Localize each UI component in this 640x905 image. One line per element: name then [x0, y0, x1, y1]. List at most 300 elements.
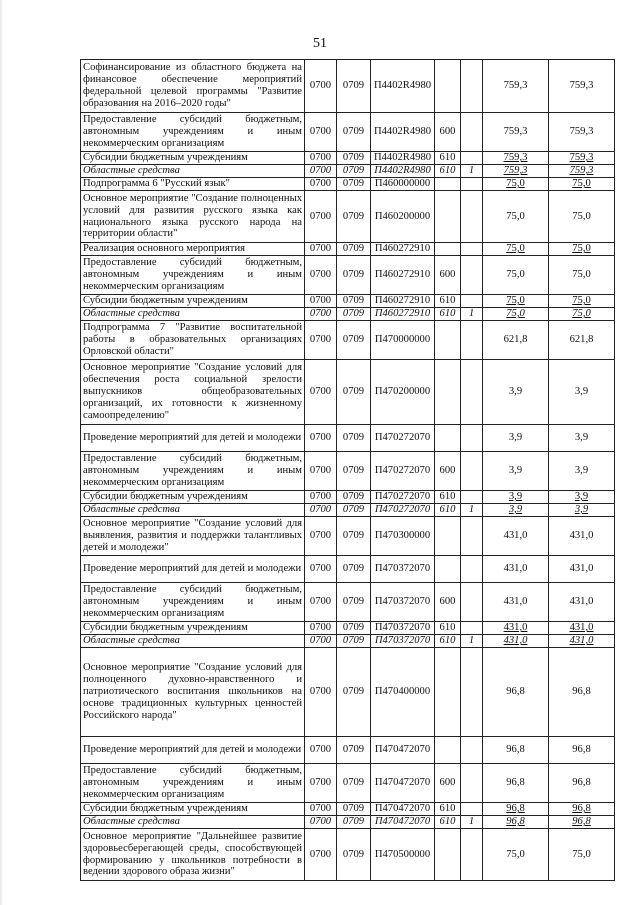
amount-approved-value: 3,9 — [574, 504, 589, 516]
amount-approved — [549, 491, 615, 504]
target-article-code: П460272910 — [371, 295, 435, 308]
amount-approved — [549, 583, 615, 622]
expense-type-code: 610 — [435, 308, 461, 321]
amount-approved — [549, 60, 615, 113]
amount-plan — [483, 829, 549, 881]
amount-plan-value: 3,9 — [508, 504, 523, 516]
amount-approved — [549, 803, 615, 816]
section-code: 0700 — [305, 113, 337, 152]
section-code: 0700 — [305, 764, 337, 803]
amount-plan — [483, 556, 549, 583]
table-row — [81, 556, 615, 583]
target-article-code: П470372070 — [371, 635, 435, 648]
row-name: Областные средства — [81, 635, 305, 648]
amount-approved-value: 3,9 — [574, 491, 589, 503]
funding-source-code — [461, 243, 483, 256]
amount-plan — [483, 60, 549, 113]
amount-approved — [549, 504, 615, 517]
amount-approved-value: 75,0 — [572, 210, 591, 222]
table-row — [81, 152, 615, 165]
amount-approved — [549, 816, 615, 829]
amount-plan — [483, 191, 549, 243]
subsection-code: 0709 — [337, 256, 371, 295]
amount-approved-value: 96,8 — [572, 744, 591, 756]
amount-plan — [483, 178, 549, 191]
amount-plan-value: 431,0 — [503, 530, 528, 542]
section-code: 0700 — [305, 648, 337, 737]
amount-approved-value: 759,3 — [569, 80, 594, 92]
subsection-code: 0709 — [337, 152, 371, 165]
amount-approved — [549, 517, 615, 556]
amount-approved — [549, 321, 615, 360]
amount-plan-value: 431,0 — [503, 622, 528, 634]
amount-approved — [549, 243, 615, 256]
table-row — [81, 803, 615, 816]
table-row — [81, 648, 615, 737]
subsection-code: 0709 — [337, 425, 371, 452]
funding-source-code — [461, 556, 483, 583]
target-article-code: П460200000 — [371, 191, 435, 243]
target-article-code: П470272070 — [371, 425, 435, 452]
expense-type-code — [435, 556, 461, 583]
amount-approved — [549, 764, 615, 803]
funding-source-code — [461, 648, 483, 737]
funding-source-code — [461, 191, 483, 243]
row-name: Проведение мероприятий для детей и молодежи — [81, 737, 305, 764]
funding-source-code: 1 — [461, 504, 483, 517]
amount-approved-value: 431,0 — [569, 530, 594, 542]
expense-type-code — [435, 517, 461, 556]
table-row — [81, 635, 615, 648]
funding-source-code — [461, 295, 483, 308]
amount-plan — [483, 295, 549, 308]
target-article-code: П470400000 — [371, 648, 435, 737]
amount-plan-value: 75,0 — [506, 178, 525, 190]
target-article-code: П470372070 — [371, 556, 435, 583]
expense-type-code — [435, 191, 461, 243]
funding-source-code — [461, 360, 483, 425]
section-code: 0700 — [305, 737, 337, 764]
amount-approved-value: 75,0 — [572, 178, 591, 190]
row-name: Областные средства — [81, 504, 305, 517]
row-name: Субсидии бюджетным учреждениям — [81, 491, 305, 504]
amount-approved — [549, 556, 615, 583]
section-code: 0700 — [305, 635, 337, 648]
subsection-code: 0709 — [337, 295, 371, 308]
table-row — [81, 321, 615, 360]
amount-plan — [483, 165, 549, 178]
row-name: Субсидии бюджетным учреждениям — [81, 622, 305, 635]
subsection-code: 0709 — [337, 635, 371, 648]
table-row — [81, 256, 615, 295]
amount-approved — [549, 308, 615, 321]
expense-type-code: 610 — [435, 803, 461, 816]
subsection-code: 0709 — [337, 504, 371, 517]
expense-type-code: 600 — [435, 452, 461, 491]
row-name: Субсидии бюджетным учреждениям — [81, 803, 305, 816]
section-code: 0700 — [305, 803, 337, 816]
amount-plan — [483, 517, 549, 556]
amount-plan-value: 96,8 — [506, 686, 525, 698]
subsection-code: 0709 — [337, 829, 371, 881]
expense-type-code: 600 — [435, 256, 461, 295]
expense-type-code — [435, 737, 461, 764]
funding-source-code — [461, 60, 483, 113]
expense-type-code — [435, 321, 461, 360]
amount-plan-value: 96,8 — [506, 803, 525, 815]
subsection-code: 0709 — [337, 816, 371, 829]
amount-plan-value: 431,0 — [503, 563, 528, 575]
funding-source-code — [461, 583, 483, 622]
amount-approved — [549, 178, 615, 191]
table-row — [81, 491, 615, 504]
target-article-code: П470500000 — [371, 829, 435, 881]
amount-approved — [549, 737, 615, 764]
target-article-code: П4402R4980 — [371, 113, 435, 152]
amount-approved — [549, 452, 615, 491]
subsection-code: 0709 — [337, 517, 371, 556]
amount-plan — [483, 648, 549, 737]
table-row — [81, 452, 615, 491]
page-number: 51 — [313, 36, 327, 51]
amount-approved-value: 96,8 — [572, 803, 591, 815]
amount-approved-value: 75,0 — [572, 243, 591, 255]
table-row — [81, 360, 615, 425]
funding-source-code — [461, 113, 483, 152]
subsection-code: 0709 — [337, 60, 371, 113]
subsection-code: 0709 — [337, 648, 371, 737]
funding-source-code — [461, 803, 483, 816]
section-code: 0700 — [305, 583, 337, 622]
subsection-code: 0709 — [337, 165, 371, 178]
amount-approved-value: 431,0 — [569, 596, 594, 608]
subsection-code: 0709 — [337, 583, 371, 622]
amount-approved-value: 431,0 — [569, 563, 594, 575]
table-row — [81, 165, 615, 178]
subsection-code: 0709 — [337, 764, 371, 803]
target-article-code: П470472070 — [371, 764, 435, 803]
row-name: Проведение мероприятий для детей и молодежи — [81, 425, 305, 452]
expense-type-code: 600 — [435, 113, 461, 152]
target-article-code: П470472070 — [371, 803, 435, 816]
table-row — [81, 829, 615, 881]
amount-plan-value: 759,3 — [503, 80, 528, 92]
amount-approved — [549, 191, 615, 243]
funding-source-code: 1 — [461, 816, 483, 829]
amount-approved-value: 3,9 — [574, 432, 589, 444]
amount-plan-value: 75,0 — [506, 243, 525, 255]
amount-approved-value: 3,9 — [574, 386, 589, 398]
expense-type-code: 610 — [435, 295, 461, 308]
funding-source-code — [461, 622, 483, 635]
target-article-code: П470272070 — [371, 452, 435, 491]
subsection-code: 0709 — [337, 360, 371, 425]
section-code: 0700 — [305, 556, 337, 583]
row-name: Основное мероприятие "Дальнейшее развитие здоровьесберегающей среды, способствующей формированию у школьников потребности в ведении здорового образа жизни" — [81, 829, 305, 881]
table-row — [81, 191, 615, 243]
table-row — [81, 425, 615, 452]
section-code: 0700 — [305, 165, 337, 178]
row-name: Предоставление субсидий бюджетным, автономным учреждениям и иным некоммерческим организациям — [81, 452, 305, 491]
amount-plan — [483, 803, 549, 816]
amount-plan-value: 96,8 — [506, 744, 525, 756]
amount-approved — [549, 360, 615, 425]
row-name: Основное мероприятие "Создание условий для полноценного духовно-нравственного и патриотического воспитания школьников на основе традиционных культурных ценностей Российского народа" — [81, 648, 305, 737]
target-article-code: П470200000 — [371, 360, 435, 425]
expense-type-code: 610 — [435, 491, 461, 504]
row-name: Основное мероприятие "Создание полноценных условий для развития русского языка как национального языка русского народа на территории области" — [81, 191, 305, 243]
target-article-code: П470272070 — [371, 491, 435, 504]
section-code: 0700 — [305, 178, 337, 191]
section-code: 0700 — [305, 152, 337, 165]
section-code: 0700 — [305, 425, 337, 452]
amount-plan — [483, 764, 549, 803]
section-code: 0700 — [305, 517, 337, 556]
amount-approved-value: 759,3 — [569, 165, 594, 177]
table-row — [81, 60, 615, 113]
section-code: 0700 — [305, 452, 337, 491]
amount-approved-value: 759,3 — [569, 126, 594, 138]
subsection-code: 0709 — [337, 452, 371, 491]
row-name: Субсидии бюджетным учреждениям — [81, 295, 305, 308]
amount-approved-value: 75,0 — [572, 295, 591, 307]
amount-approved-value: 431,0 — [569, 635, 594, 647]
row-name: Предоставление субсидий бюджетным, автономным учреждениям и иным некоммерческим организациям — [81, 256, 305, 295]
expense-type-code — [435, 243, 461, 256]
target-article-code: П470000000 — [371, 321, 435, 360]
subsection-code: 0709 — [337, 308, 371, 321]
row-name: Подпрограмма 7 "Развитие воспитательной работы в образовательных организациях Орловской области" — [81, 321, 305, 360]
row-name: Проведение мероприятий для детей и молодежи — [81, 556, 305, 583]
expense-type-code: 610 — [435, 622, 461, 635]
amount-plan — [483, 816, 549, 829]
amount-plan — [483, 308, 549, 321]
row-name: Основное мероприятие "Создание условий для обеспечения роста социальной зрелости выпускников общеобразовательных организаций, их готовности к жизненному самоопределению" — [81, 360, 305, 425]
table-row — [81, 504, 615, 517]
amount-plan-value: 96,8 — [506, 777, 525, 789]
amount-plan — [483, 425, 549, 452]
section-code: 0700 — [305, 816, 337, 829]
amount-approved-value: 431,0 — [569, 622, 594, 634]
amount-approved — [549, 113, 615, 152]
row-name: Подпрограмма 6 "Русский язык" — [81, 178, 305, 191]
amount-plan-value: 75,0 — [506, 210, 525, 222]
target-article-code: П470272070 — [371, 504, 435, 517]
table-row — [81, 816, 615, 829]
table-row — [81, 737, 615, 764]
scan-edge — [0, 0, 3, 905]
expense-type-code: 610 — [435, 165, 461, 178]
amount-plan — [483, 452, 549, 491]
target-article-code: П470372070 — [371, 622, 435, 635]
amount-plan-value: 75,0 — [506, 848, 525, 860]
amount-approved — [549, 152, 615, 165]
expense-type-code: 610 — [435, 816, 461, 829]
expense-type-code — [435, 60, 461, 113]
amount-plan — [483, 635, 549, 648]
table-body — [81, 60, 615, 881]
section-code: 0700 — [305, 491, 337, 504]
funding-source-code — [461, 152, 483, 165]
target-article-code: П460272910 — [371, 243, 435, 256]
section-code: 0700 — [305, 321, 337, 360]
amount-approved-value: 3,9 — [574, 465, 589, 477]
expense-type-code: 610 — [435, 152, 461, 165]
table-row — [81, 178, 615, 191]
table-row — [81, 113, 615, 152]
amount-approved — [549, 425, 615, 452]
table-row — [81, 308, 615, 321]
funding-source-code: 1 — [461, 165, 483, 178]
amount-plan — [483, 583, 549, 622]
subsection-code: 0709 — [337, 191, 371, 243]
funding-source-code — [461, 737, 483, 764]
amount-plan-value: 75,0 — [506, 308, 525, 320]
target-article-code: П4402R4980 — [371, 60, 435, 113]
amount-plan — [483, 491, 549, 504]
expense-type-code: 600 — [435, 583, 461, 622]
funding-source-code — [461, 491, 483, 504]
target-article-code: П460272910 — [371, 308, 435, 321]
subsection-code: 0709 — [337, 803, 371, 816]
target-article-code: П470472070 — [371, 816, 435, 829]
target-article-code: П470300000 — [371, 517, 435, 556]
amount-approved-value: 96,8 — [572, 816, 591, 828]
amount-plan-value: 759,3 — [503, 126, 528, 138]
amount-approved-value: 75,0 — [572, 848, 591, 860]
funding-source-code — [461, 256, 483, 295]
target-article-code: П4402R4980 — [371, 152, 435, 165]
expense-type-code: 610 — [435, 635, 461, 648]
amount-plan-value: 3,9 — [508, 432, 523, 444]
expense-type-code — [435, 829, 461, 881]
target-article-code: П460272910 — [371, 256, 435, 295]
section-code: 0700 — [305, 829, 337, 881]
expense-type-code — [435, 425, 461, 452]
amount-approved-value: 621,8 — [569, 334, 594, 346]
table-row — [81, 295, 615, 308]
section-code: 0700 — [305, 504, 337, 517]
row-name: Субсидии бюджетным учреждениям — [81, 152, 305, 165]
funding-source-code — [461, 452, 483, 491]
amount-plan — [483, 243, 549, 256]
section-code: 0700 — [305, 60, 337, 113]
row-name: Предоставление субсидий бюджетным, автономным учреждениям и иным некоммерческим организациям — [81, 583, 305, 622]
amount-plan-value: 75,0 — [506, 269, 525, 281]
target-article-code: П4402R4980 — [371, 165, 435, 178]
amount-approved — [549, 829, 615, 881]
row-name: Реализация основного мероприятия — [81, 243, 305, 256]
amount-plan-value: 3,9 — [508, 465, 523, 477]
funding-source-code — [461, 425, 483, 452]
funding-source-code: 1 — [461, 308, 483, 321]
amount-plan-value: 759,3 — [503, 165, 528, 177]
row-name: Областные средства — [81, 165, 305, 178]
funding-source-code: 1 — [461, 635, 483, 648]
expense-type-code — [435, 178, 461, 191]
row-name: Основное мероприятие "Создание условий для выявления, развития и поддержки талантливых детей и молодежи" — [81, 517, 305, 556]
subsection-code: 0709 — [337, 491, 371, 504]
subsection-code: 0709 — [337, 113, 371, 152]
row-name: Предоставление субсидий бюджетным, автономным учреждениям и иным некоммерческим организациям — [81, 113, 305, 152]
amount-plan — [483, 152, 549, 165]
table-row — [81, 243, 615, 256]
expense-type-code: 600 — [435, 764, 461, 803]
amount-plan — [483, 321, 549, 360]
subsection-code: 0709 — [337, 622, 371, 635]
amount-approved-value: 96,8 — [572, 686, 591, 698]
table-row — [81, 764, 615, 803]
section-code: 0700 — [305, 308, 337, 321]
amount-approved-value: 75,0 — [572, 269, 591, 281]
amount-plan-value: 96,8 — [506, 816, 525, 828]
amount-plan — [483, 113, 549, 152]
amount-plan-value: 621,8 — [503, 334, 528, 346]
amount-approved — [549, 635, 615, 648]
table-row — [81, 517, 615, 556]
row-name: Областные средства — [81, 816, 305, 829]
subsection-code: 0709 — [337, 178, 371, 191]
section-code: 0700 — [305, 622, 337, 635]
section-code: 0700 — [305, 295, 337, 308]
amount-approved — [549, 622, 615, 635]
amount-approved-value: 75,0 — [572, 308, 591, 320]
subsection-code: 0709 — [337, 321, 371, 360]
target-article-code: П470472070 — [371, 737, 435, 764]
subsection-code: 0709 — [337, 243, 371, 256]
target-article-code: П470372070 — [371, 583, 435, 622]
amount-plan — [483, 622, 549, 635]
section-code: 0700 — [305, 256, 337, 295]
funding-source-code — [461, 178, 483, 191]
section-code: 0700 — [305, 360, 337, 425]
budget-table — [80, 59, 615, 881]
funding-source-code — [461, 517, 483, 556]
amount-plan-value: 75,0 — [506, 295, 525, 307]
amount-approved-value: 96,8 — [572, 777, 591, 789]
amount-approved — [549, 256, 615, 295]
amount-approved — [549, 648, 615, 737]
row-name: Софинансирование из областного бюджета на финансовое обеспечение мероприятий федеральной целевой программы "Развитие образования на 2016–2020 годы" — [81, 60, 305, 113]
amount-plan-value: 431,0 — [503, 635, 528, 647]
amount-plan-value: 3,9 — [508, 386, 523, 398]
table-row — [81, 622, 615, 635]
expense-type-code: 610 — [435, 504, 461, 517]
amount-plan — [483, 360, 549, 425]
amount-plan — [483, 256, 549, 295]
amount-plan — [483, 737, 549, 764]
funding-source-code — [461, 829, 483, 881]
expense-type-code — [435, 360, 461, 425]
row-name: Областные средства — [81, 308, 305, 321]
amount-approved — [549, 165, 615, 178]
funding-source-code — [461, 321, 483, 360]
amount-approved — [549, 295, 615, 308]
section-code: 0700 — [305, 191, 337, 243]
funding-source-code — [461, 764, 483, 803]
table-row — [81, 583, 615, 622]
subsection-code: 0709 — [337, 737, 371, 764]
expense-type-code — [435, 648, 461, 737]
target-article-code: П460000000 — [371, 178, 435, 191]
amount-approved-value: 759,3 — [569, 152, 594, 164]
subsection-code: 0709 — [337, 556, 371, 583]
amount-plan-value: 3,9 — [508, 491, 523, 503]
row-name: Предоставление субсидий бюджетным, автономным учреждениям и иным некоммерческим организациям — [81, 764, 305, 803]
section-code: 0700 — [305, 243, 337, 256]
amount-plan — [483, 504, 549, 517]
amount-plan-value: 759,3 — [503, 152, 528, 164]
